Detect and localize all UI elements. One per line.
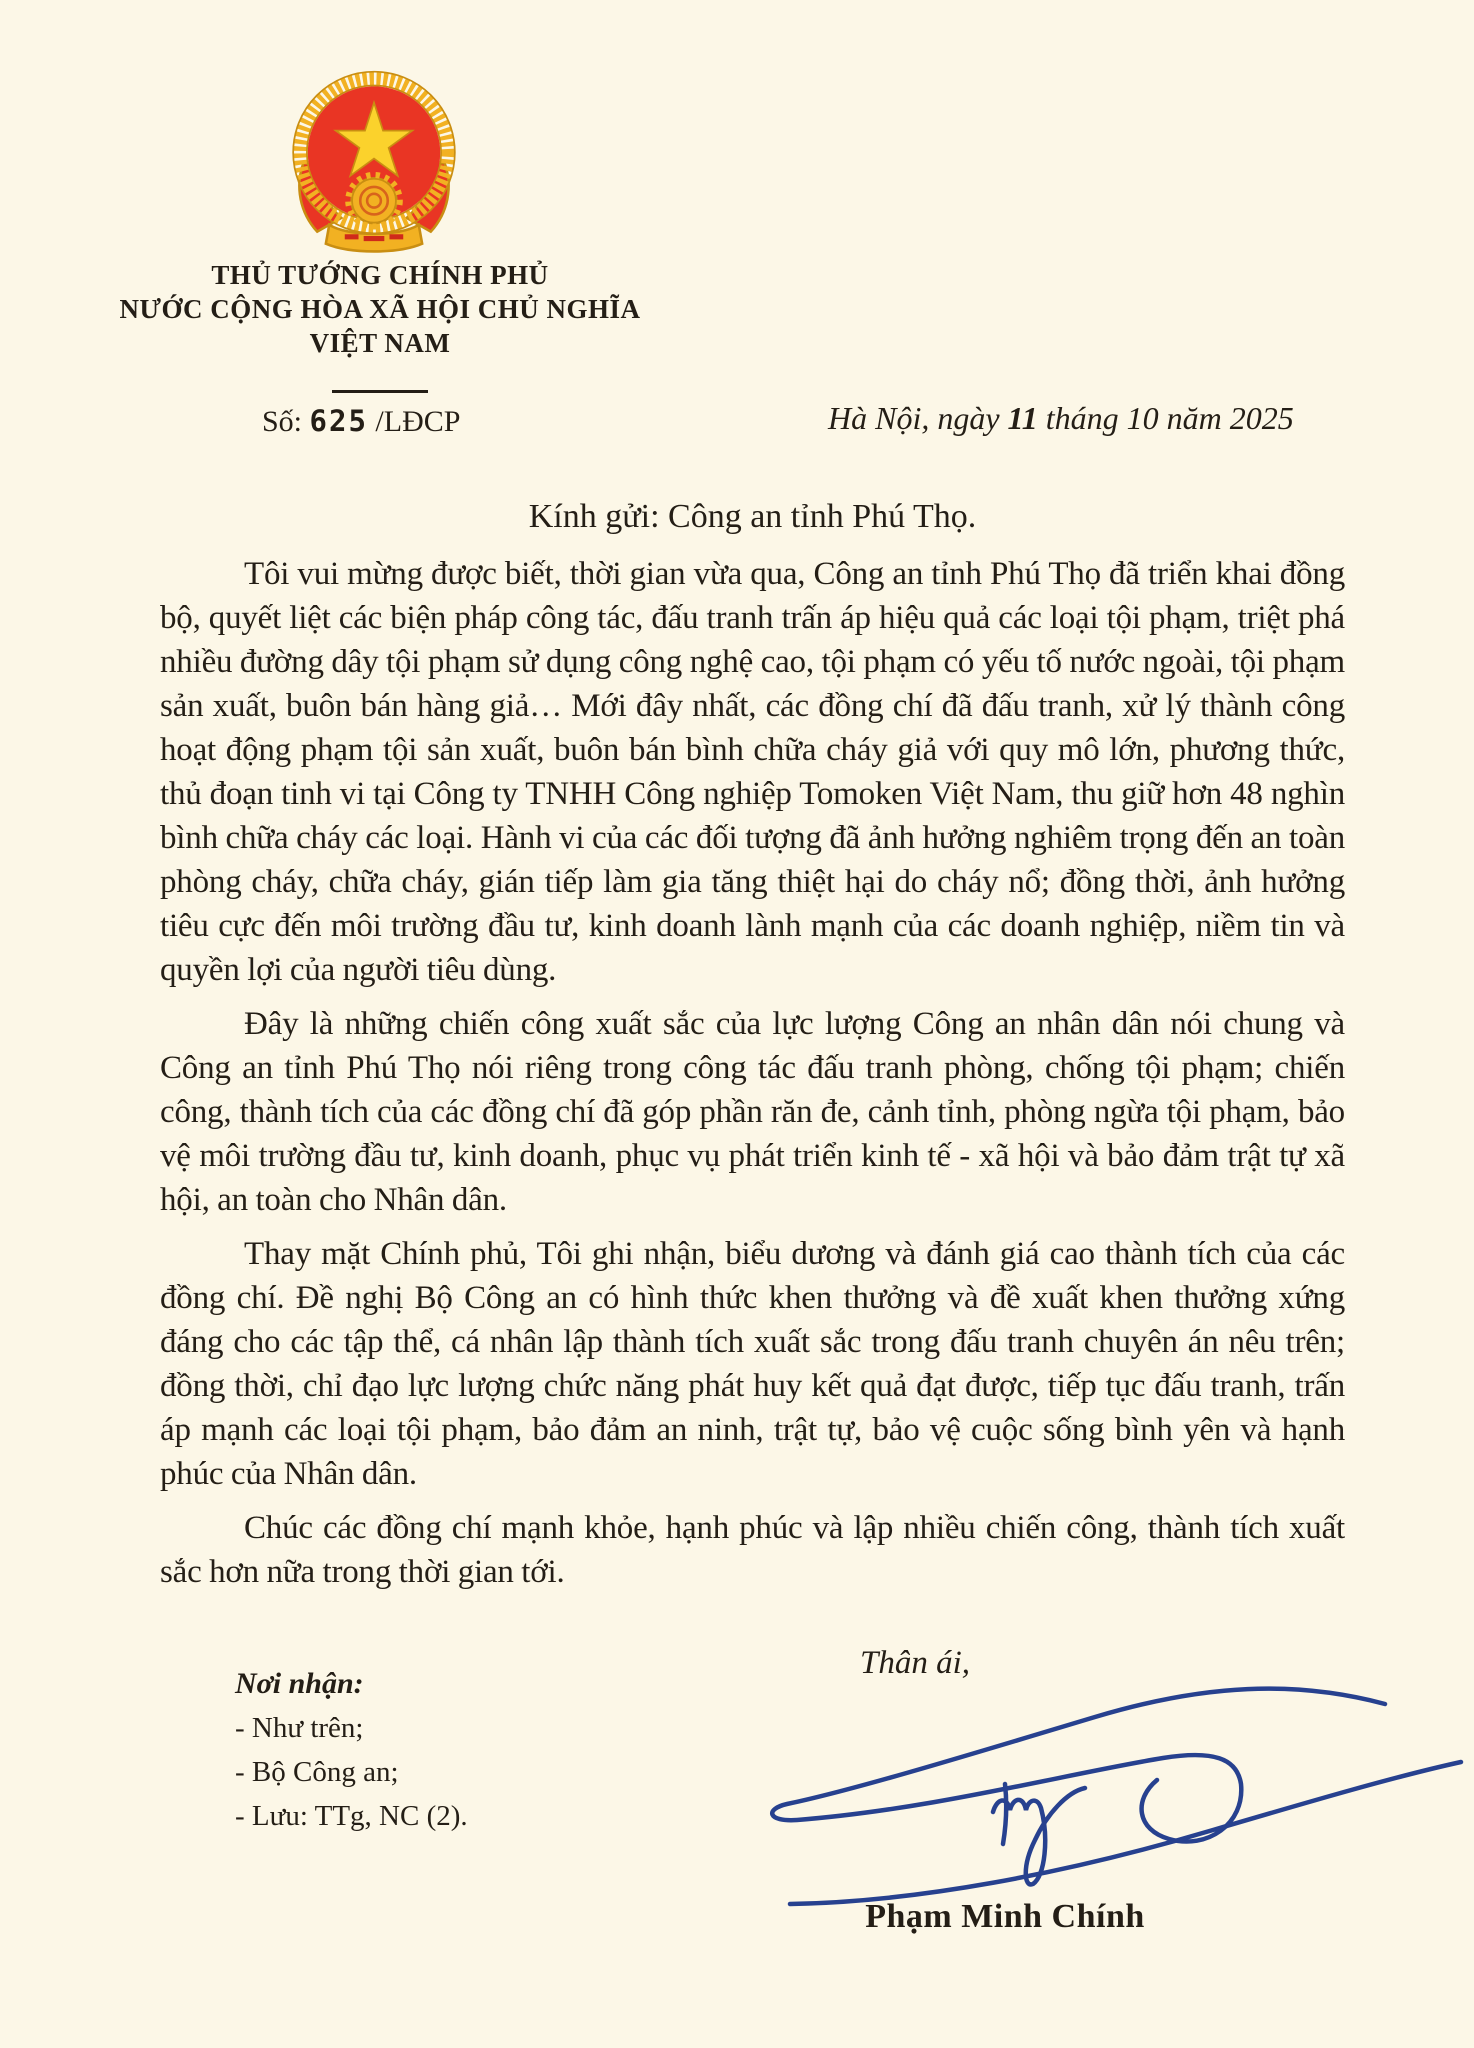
doc-number-label: Số: [262, 405, 303, 438]
recipient-item-2: - Bộ Công an; [235, 1756, 399, 1788]
dateline-day: 11 [1007, 400, 1038, 436]
closing-phrase: Thân ái, [860, 1645, 971, 1681]
body-paragraph-3: Thay mặt Chính phủ, Tôi ghi nhận, biểu dương và đánh giá cao thành tích của các đồng chí. Đề nghị Bộ Công an có hình thức khen thưởng và đề xuất khen thưởng xứng đáng cho các tập thể, cá nhân lập thành tích xuất sắc trong đấu tranh chuyên án nêu trên; đồng thời, chỉ đạo lực lượng chức năng phát huy kết quả đạt được, tiếp tục đấu tranh, trấn áp mạnh các loại tội phạm, bảo đảm an ninh, trật tự, bảo vệ cuộc sống bình yên và hạnh phúc của Nhân dân. [160, 1236, 1345, 1492]
vietnam-national-emblem-icon [288, 66, 460, 258]
body-paragraph-1: Tôi vui mừng được biết, thời gian vừa qua, Công an tỉnh Phú Thọ đã triển khai đồng bộ, quyết liệt các biện pháp công tác, đấu tranh trấn áp hiệu quả các loại tội phạm, triệt phá nhiều đường dây tội phạm sử dụng công nghệ cao, tội phạm có yếu tố nước ngoài, tội phạm sản xuất, buôn bán hàng giả… Mới đây nhất, các đồng chí đã đấu tranh, xử lý thành công hoạt động phạm tội sản xuất, buôn bán bình chữa cháy giả với quy mô lớn, phương thức, thủ đoạn tinh vi tại Công ty TNHH Công nghiệp Tomoken Việt Nam, thu giữ hơn 48 nghìn bình chữa cháy các loại. Hành vi của các đối tượng đã ảnh hưởng nghiêm trọng đến an toàn phòng cháy, chữa cháy, gián tiếp làm gia tăng thiệt hại do cháy nổ; đồng thời, ảnh hưởng tiêu cực đến môi trường đầu tư, kinh doanh lành mạnh của các doanh nghiệp, niềm tin và quyền lợi của người tiêu dùng. [160, 556, 1345, 988]
recipient-item-1: - Như trên; [235, 1712, 364, 1744]
letter-body [160, 552, 1345, 1604]
dateline-suffix: tháng 10 năm 2025 [1045, 400, 1294, 436]
signer-name: Phạm Minh Chính [865, 1898, 1145, 1935]
recipients-block [235, 1662, 468, 1838]
org-line-2: NƯỚC CỘNG HÒA XÃ HỘI CHỦ NGHĨA [119, 294, 641, 324]
dateline-prefix: Hà Nội, ngày [828, 400, 1000, 436]
handwritten-signature-icon [735, 1662, 1465, 1914]
body-paragraph-2: Đây là những chiến công xuất sắc của lực lượng Công an nhân dân nói chung và Công an tỉnh Phú Thọ nói riêng trong công tác đấu tranh phòng, chống tội phạm; chiến công, thành tích của các đồng chí đã góp phần răn đe, cảnh tỉnh, phòng ngừa tội phạm, bảo vệ môi trường đầu tư, kinh doanh, phục vụ phát triển kinh tế - xã hội và bảo đảm trật tự xã hội, an toàn cho Nhân dân. [160, 1006, 1345, 1218]
header-divider [332, 390, 428, 393]
body-paragraph-4: Chúc các đồng chí mạnh khỏe, hạnh phúc và lập nhiều chiến công, thành tích xuất sắc hơn nữa trong thời gian tới. [160, 1510, 1345, 1590]
salutation: Kính gửi: Công an tỉnh Phú Thọ. [528, 498, 977, 535]
place-date-line [828, 400, 1294, 437]
org-line-3: VIỆT NAM [309, 328, 451, 358]
recipient-item-3: - Lưu: TTg, NC (2). [235, 1800, 468, 1832]
recipients-label: Nơi nhận: [235, 1667, 364, 1700]
issuing-organisation [80, 258, 680, 360]
doc-number-value: 625 [309, 404, 368, 438]
doc-number-suffix: /LĐCP [375, 405, 461, 438]
document-number [262, 404, 460, 439]
org-line-1: THỦ TƯỚNG CHÍNH PHỦ [211, 260, 549, 290]
